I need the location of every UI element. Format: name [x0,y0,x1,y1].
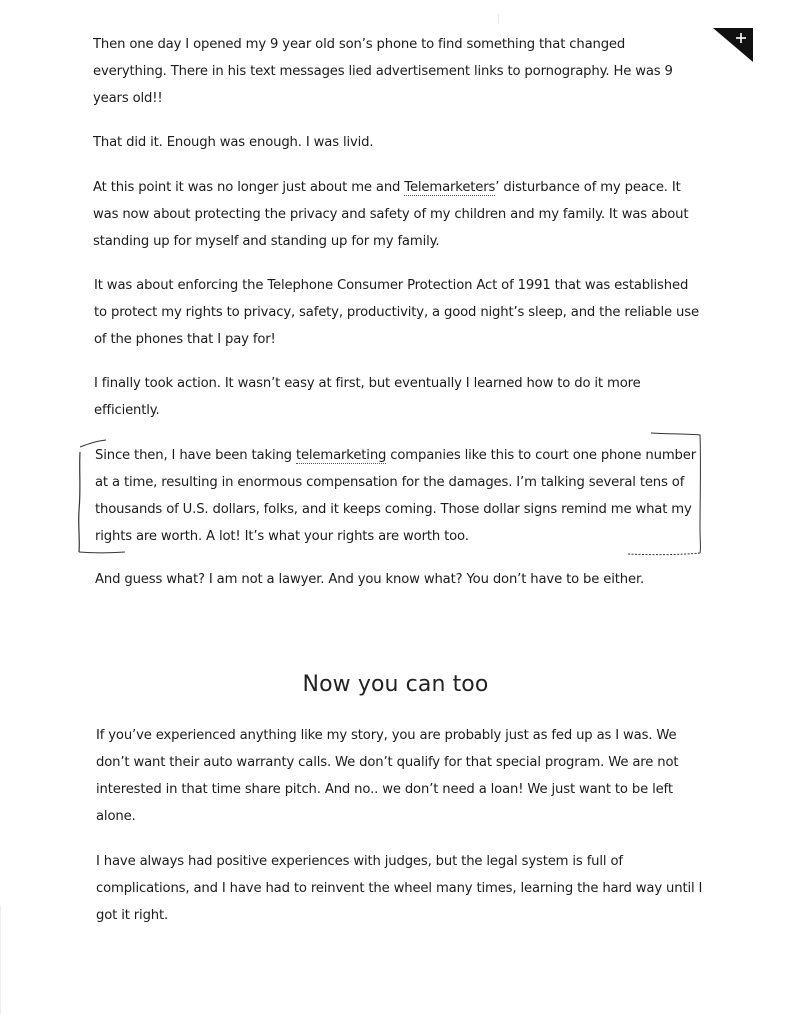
text-line: That did it. Enough was enough. I was livid. [93,135,374,150]
paragraph-7 [95,566,644,593]
text-line: I have always had positive experiences with judges, but the legal system is full of [96,854,623,869]
text-line: efficiently. [94,403,160,418]
text-line: I finally took action. It wasn’t easy at first, but eventually I learned how to do it more [94,376,641,391]
text-line: And guess what? I am not a lawyer. And you know what? You don’t have to be either. [95,572,645,587]
scan-artifact [498,14,499,24]
underlined-word: telemarketing [295,448,387,463]
text-line: interested in that time share pitch. And no.. we don’t need a loan! We just want to be left [96,782,673,797]
text-line: complications, and I have had to reinvent the wheel many times, learning the hard way until I [96,881,703,896]
text-line: alone. [96,809,136,824]
text-line: got it right. [96,908,169,923]
paragraph-2 [93,129,373,156]
text-line: don’t want their auto warranty calls. We don’t qualify for that special program. We are not [96,755,679,770]
scan-artifact [0,905,1,1015]
text-line: at a time, resulting in enormous compensation for the damages. I’m talking several tens of [95,475,685,490]
text-line: everything. There in his text messages lied advertisement links to pornography. He was 9 [93,64,673,79]
paragraph-5 [94,370,641,424]
text-line: years old!! [93,91,163,106]
text-line: standing up for myself and standing up for my family. [93,234,440,249]
text-line: If you’ve experienced anything like my story, you are probably just as fed up as I was. We [96,728,677,743]
underlined-word: Telemarketers [404,180,496,195]
corner-plus-icon [713,28,753,62]
section-heading: Now you can too [302,672,489,697]
paragraph-6-highlighted [95,442,696,550]
text-line: thousands of U.S. dollars, folks, and it keeps coming. Those dollar signs remind me what my [95,502,692,517]
text-line: of the phones that I pay for! [94,332,276,347]
paragraph-8 [96,722,678,830]
text-line: was now about protecting the privacy and safety of my children and my family. It was about [93,207,689,222]
text-line: rights are worth. A lot! It’s what your rights are worth too. [95,529,469,544]
text-line: to protect my rights to privacy, safety, productivity, a good night’s sleep, and the reliable use [94,305,699,320]
paragraph-1 [93,31,673,112]
paragraph-3 [93,174,688,255]
text-line: Since then, I have been taking telemarketing companies like this to court one phone number [95,448,696,463]
text-line: Then one day I opened my 9 year old son’s phone to find something that changed [93,37,626,52]
text-line: At this point it was no longer just about me and Telemarketers’ disturbance of my peace. It [93,180,681,195]
paragraph-4 [94,272,699,353]
text-line: It was about enforcing the Telephone Consumer Protection Act of 1991 that was established [94,278,689,293]
paragraph-9 [96,848,702,929]
